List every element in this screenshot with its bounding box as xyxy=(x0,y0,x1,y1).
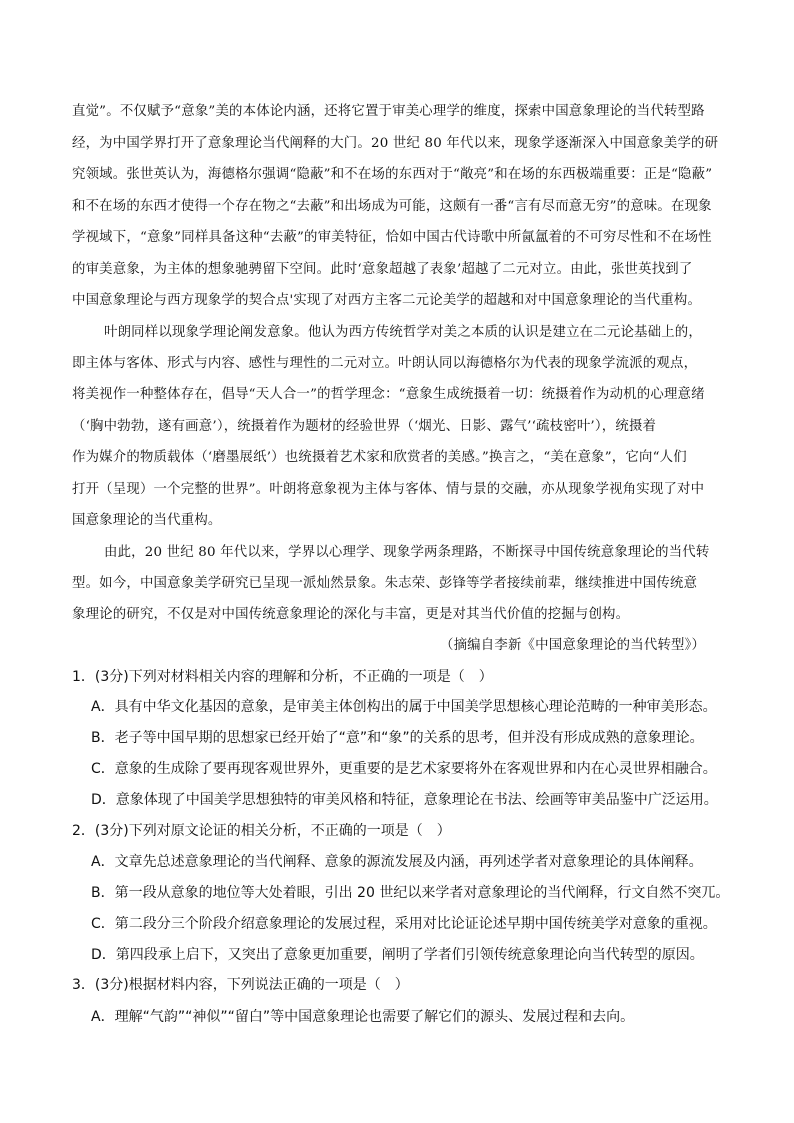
passage-line: 中国意象理论与西方现象学的契合点'实现了对西方主客二元论美学的超越和对中国意象理论的当代重构。 xyxy=(72,293,702,308)
passage-line: 国意象理论的当代重构。 xyxy=(72,513,222,528)
passage-line: 即主体与客体、形式与内容、感性与理性的二元对立。叶朗认同以海德格尔为代表的现象学流派的观点， xyxy=(72,356,698,371)
option-a: A．具有中华文化基因的意象，是审美主体创构出的属于中国美学思想核心理论范畴的一种审美形态。 xyxy=(91,699,717,715)
passage-line: 象理论的研究，不仅是对中国传统意象理论的深化与丰富，更是对其当代价值的挖掘与创构。 xyxy=(72,607,630,622)
question-stem: 1．(3分)下列对材料相关内容的理解和分析，不正确的一项是（ ） xyxy=(72,669,493,685)
option-d: D．第四段承上启下，又突出了意象更加重要，阐明了学者们引领传统意象理论向当代转型的原因。 xyxy=(91,947,704,963)
passage-line: 叶朗同样以现象学理论阐发意象。他认为西方传统哲学对美之本质的认识是建立在二元论基础上的， xyxy=(104,325,702,340)
passage-line: 的审美意象，为主体的想象驰骋留下空间。此时‘意象超越了表象’超越了二元对立。由此，张世英找到了 xyxy=(72,262,693,277)
question-stem: 2．(3分)下列对原文论证的相关分析，不正确的一项是（ ） xyxy=(72,823,451,839)
option-a: A．文章先总述意象理论的当代阐释、意象的源流发展及内涵，再列述学者对意象理论的具体阐释。 xyxy=(91,854,703,870)
passage-line: 打开（呈现）一个完整的世界”。叶朗将意象视为主体与客体、情与景的交融，亦从现象学视角实现了对中 xyxy=(72,482,705,497)
option-b: B．第一段从意象的地位等大处着眼，引出 20 世纪以来学者对意象理论的当代阐释，行文自然不突兀。 xyxy=(91,885,730,901)
question-stem: 3．(3分)根据材料内容，下列说法正确的一项是（ ） xyxy=(72,977,409,993)
passage-line: 型。如今，中国意象美学研究已呈现一派灿然景象。朱志荣、彭锋等学者接续前辈，继续推进中国传统意 xyxy=(72,576,698,591)
option-d: D．意象体现了中国美学思想独特的审美风格和特征，意象理论在书法、绘画等审美品鉴中广泛运用。 xyxy=(91,792,718,808)
option-c: C．第二段分三个阶段介绍意象理论的发展过程，采用对比论证论述早期中国传统美学对意象的重视。 xyxy=(91,916,717,932)
passage-line: 和不在场的东西才使得一个存在物之“去蔽”和出场成为可能，这颇有一番“言有尽而意无穷”的意味。在现象 xyxy=(72,199,712,214)
passage-line: 究领域。张世英认为，海德格尔强调“隐蔽”和不在场的东西对于“敞亮”和在场的东西极端重要：正是“隐蔽” xyxy=(72,167,713,182)
passage-line: 学视域下，“意象”同样具备这种“去蔽”的审美特征，恰如中国古代诗歌中所氤氲着的不可穷尽性和不在场性 xyxy=(72,230,712,245)
passage-line: 直觉”。不仅赋予“意象”美的本体论内涵，还将它置于审美心理学的维度，探索中国意象理论的当代转型路 xyxy=(72,104,705,119)
passage-line: （‘胸中勃勃，遂有画意’），统摄着作为题材的经验世界（‘烟光、日影、露气’‘疏枝密叶’），统摄着 xyxy=(72,419,657,434)
option-a: A．理解“气韵”“神似”“留白”等中国意象理论也需要了解它们的源头、发展过程和去向。 xyxy=(91,1009,635,1025)
passage-line: 由此，20 世纪 80 年代以来，学界以心理学、现象学两条理路，不断探寻中国传统意象理论的当代转 xyxy=(104,545,710,560)
passage-line: 经，为中国学界打开了意象理论当代阐释的大门。20 世纪 80 年代以来，现象学逐渐深入中国意象美学的研 xyxy=(72,136,719,151)
passage-source: （摘编自李新《中国意象理论的当代转型》） xyxy=(440,638,706,653)
passage-line: 作为媒介的物质载体（‘磨墨展纸’）也统摄着艺术家和欣赏者的美感。”换言之，“美在意象”，它向“人们 xyxy=(72,450,687,465)
option-b: B．老子等中国早期的思想家已经开始了“意”和“象”的关系的思考，但并没有形成成熟的意象理论。 xyxy=(91,730,704,746)
passage-line: 将美视作一种整体存在，倡导“天人合一”的哲学理念：“意象生成统摄着一切：统摄着作为动机的心理意绪 xyxy=(72,387,705,402)
option-c: C．意象的生成除了要再现客观世界外，更重要的是艺术家要将外在客观世界和内在心灵世界相融合。 xyxy=(91,761,717,777)
